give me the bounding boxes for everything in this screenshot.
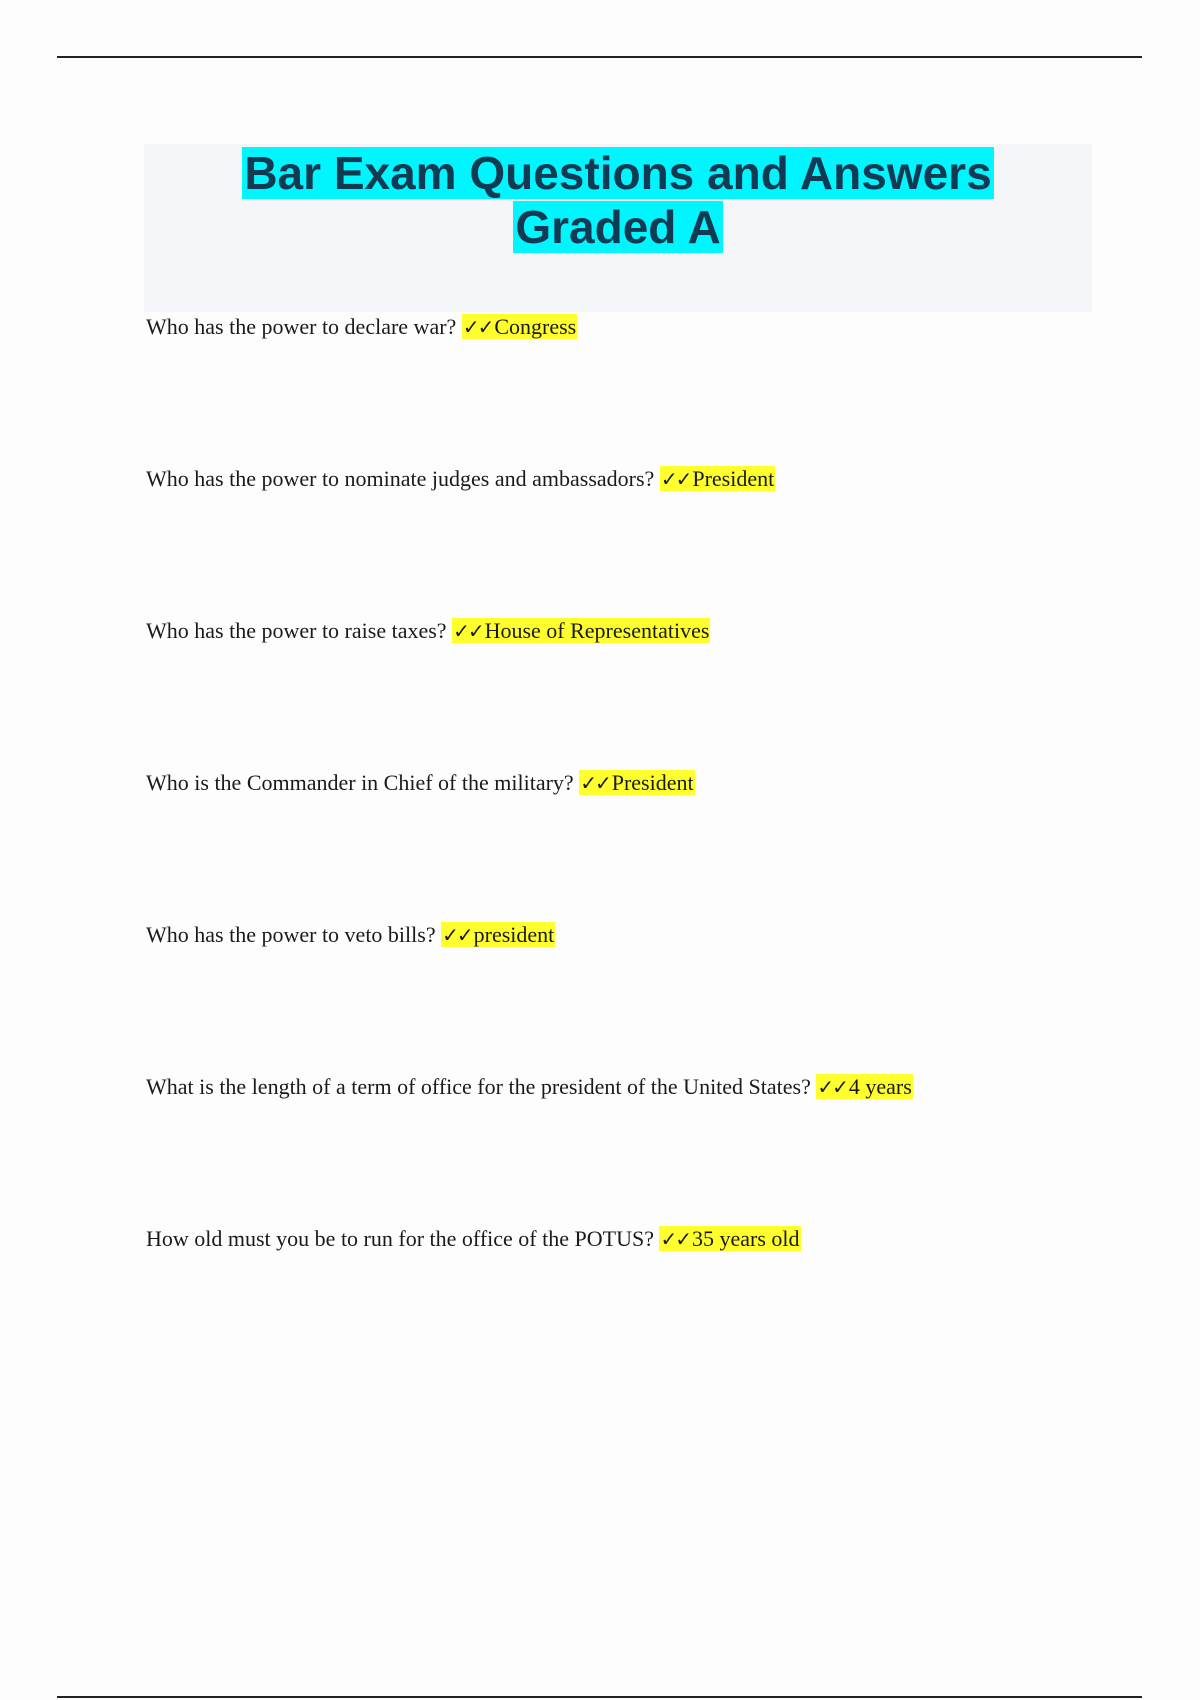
question-text: Who is the Commander in Chief of the military?	[146, 770, 574, 795]
qa-item	[146, 616, 710, 646]
answer-highlight	[462, 314, 577, 339]
answer-text: 4 years	[848, 1074, 912, 1099]
page-title	[144, 144, 1092, 254]
qa-item	[146, 920, 555, 950]
double-check-icon: ✓✓	[462, 315, 493, 339]
answer-highlight	[441, 922, 555, 947]
answer-text: 35 years old	[691, 1226, 800, 1251]
question-text: Who has the power to nominate judges and ambassadors?	[146, 466, 655, 491]
answer-highlight	[660, 466, 775, 491]
answer-text: President	[611, 770, 694, 795]
answer-text: President	[692, 466, 775, 491]
qa-item	[146, 1224, 801, 1254]
double-check-icon: ✓✓	[660, 467, 691, 491]
question-text: Who has the power to raise taxes?	[146, 618, 447, 643]
answer-highlight	[816, 1074, 912, 1099]
qa-item	[146, 312, 577, 342]
answer-text: House of Representatives	[484, 618, 710, 643]
answer-text: Congress	[494, 314, 577, 339]
double-check-icon: ✓✓	[453, 619, 483, 643]
double-check-icon: ✓✓	[817, 1075, 847, 1099]
qa-item	[146, 1072, 913, 1102]
double-check-icon: ✓✓	[442, 923, 472, 947]
double-check-icon: ✓✓	[580, 771, 610, 795]
bottom-rule	[57, 1696, 1142, 1698]
qa-item	[146, 768, 695, 798]
qa-item	[146, 464, 775, 494]
answer-highlight	[452, 618, 710, 643]
answer-text: president	[473, 922, 555, 947]
answer-highlight	[659, 1226, 800, 1251]
title-line-2: Graded A	[515, 201, 721, 253]
title-banner	[144, 144, 1092, 312]
question-text: How old must you be to run for the office of the POTUS?	[146, 1226, 654, 1251]
double-check-icon: ✓✓	[660, 1227, 690, 1251]
question-text: What is the length of a term of office for the president of the United States?	[146, 1074, 811, 1099]
question-text: Who has the power to declare war?	[146, 314, 457, 339]
answer-highlight	[579, 770, 694, 795]
title-line-1: Bar Exam Questions and Answers	[244, 147, 992, 199]
top-rule	[57, 56, 1142, 58]
question-text: Who has the power to veto bills?	[146, 922, 436, 947]
